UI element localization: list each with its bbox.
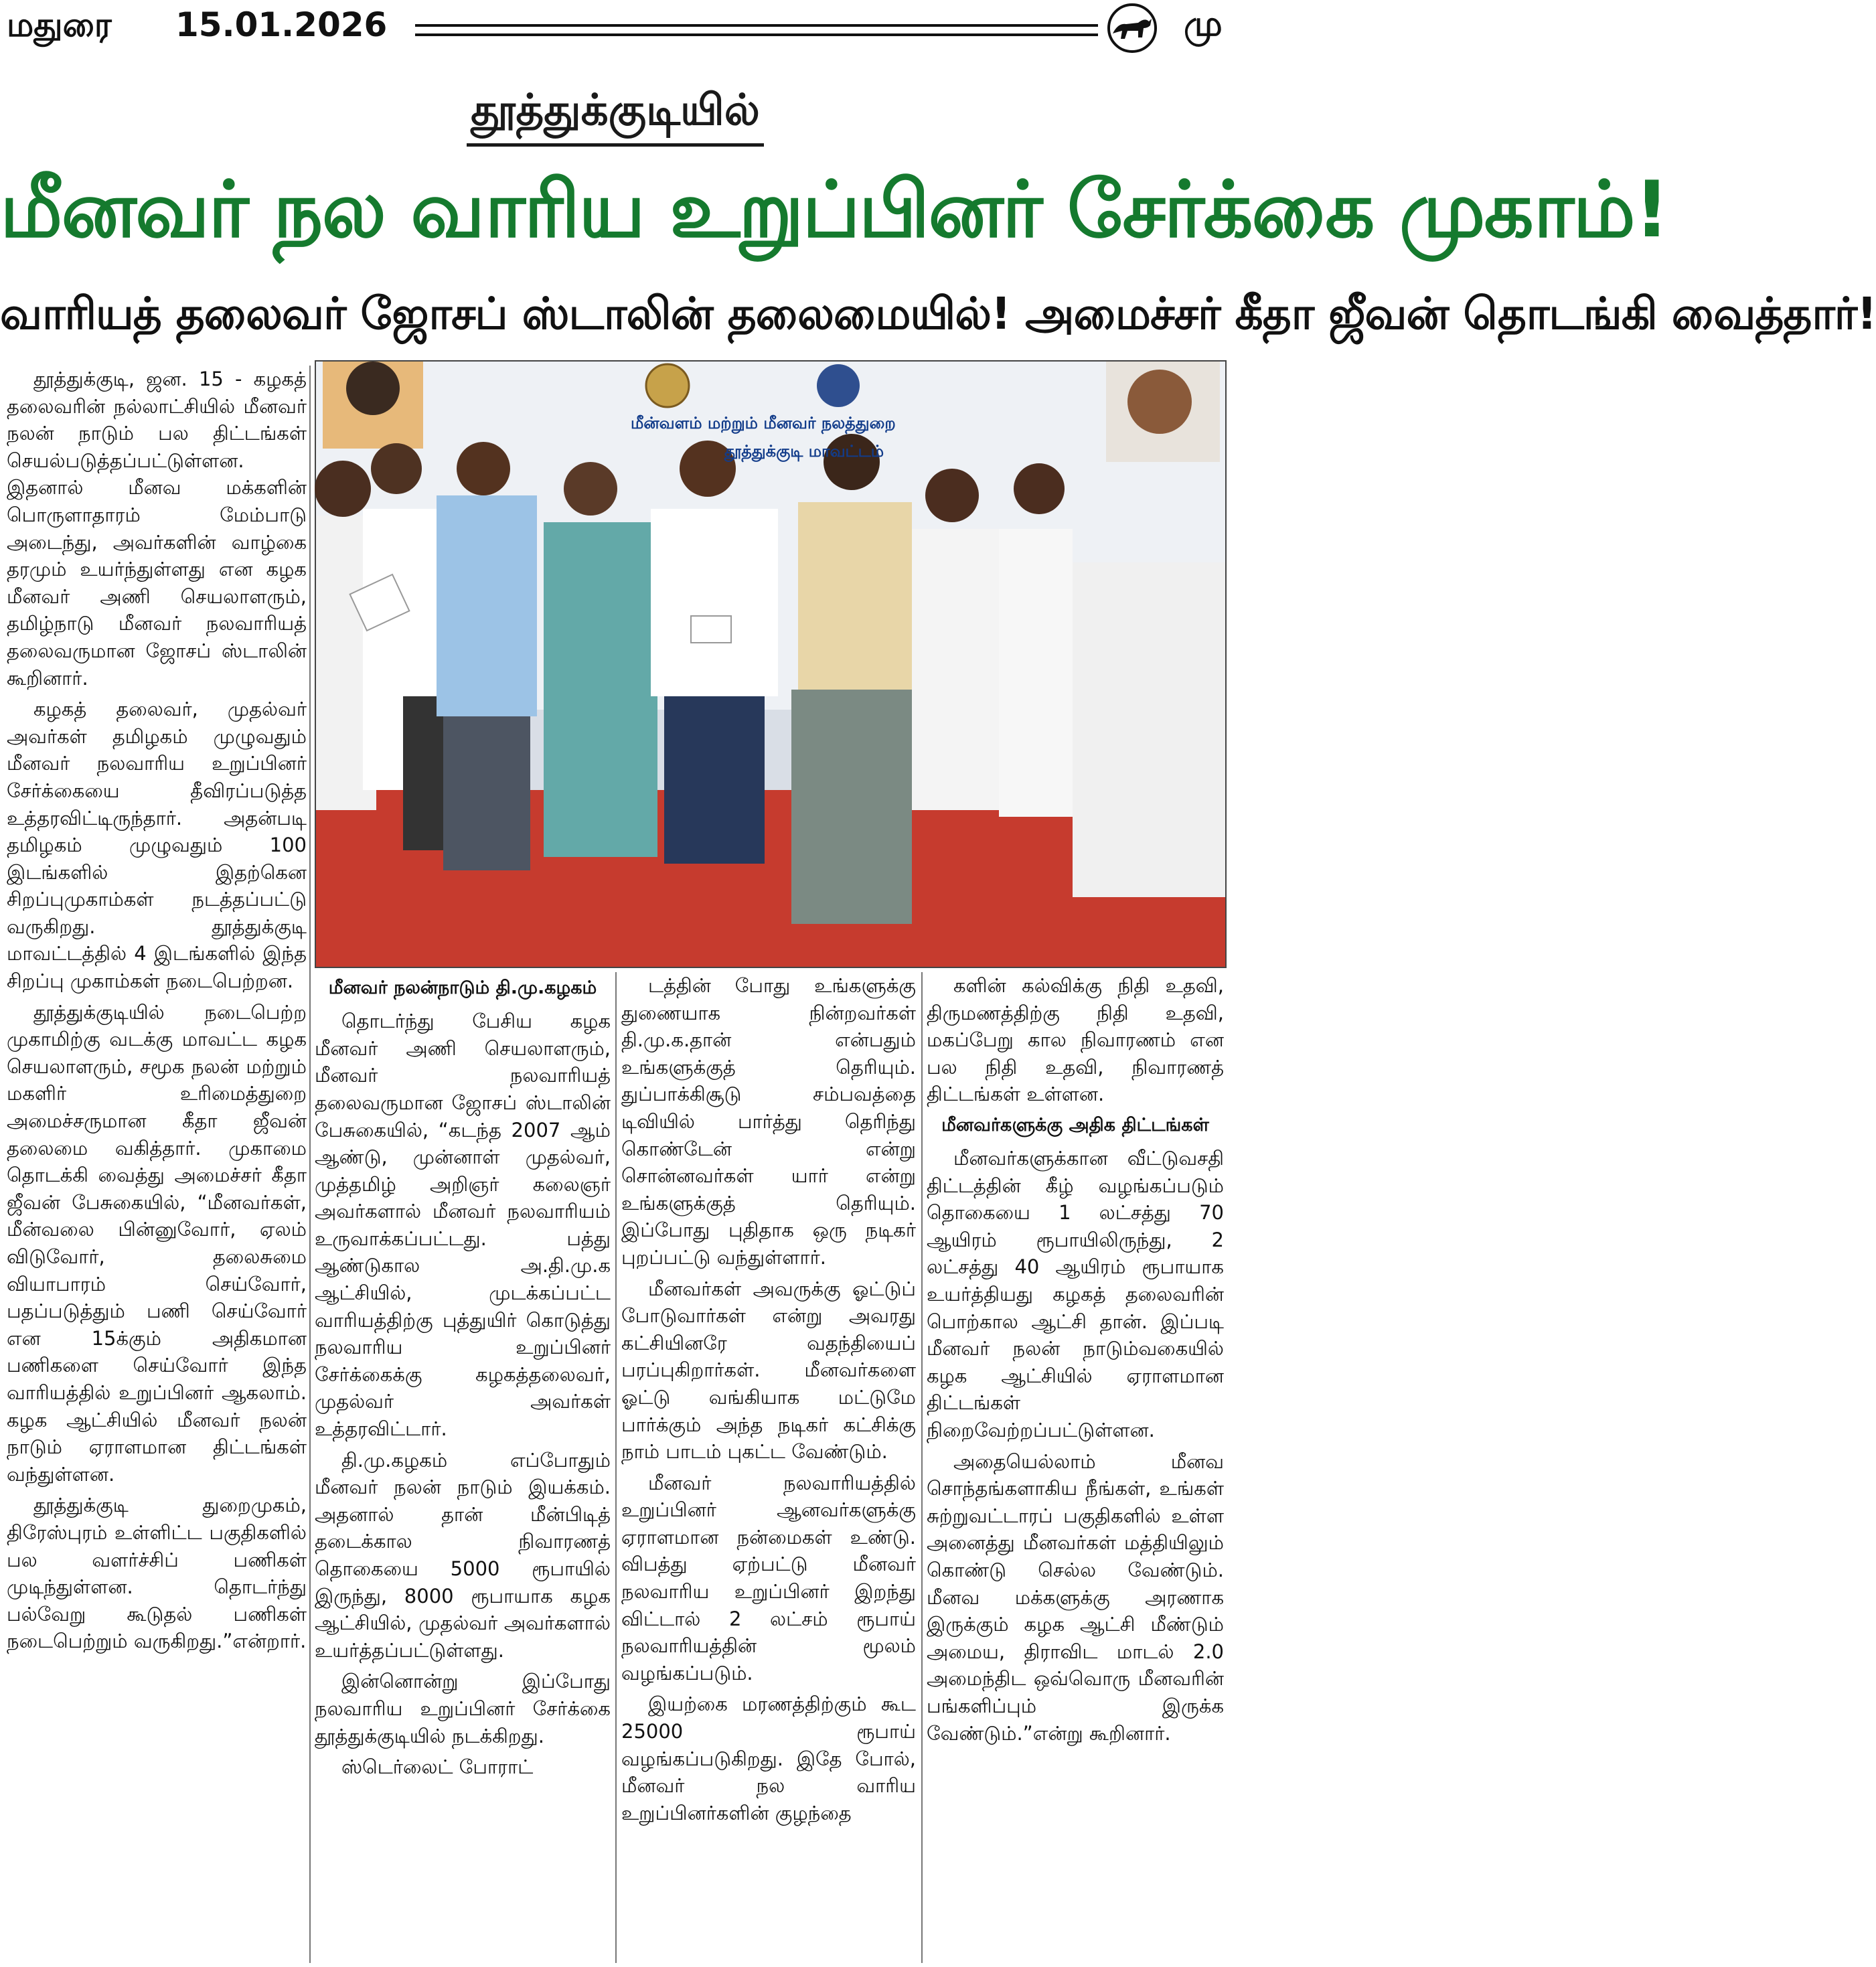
paragraph: தூத்துக்குடி துறைமுகம், திரேஸ்புரம் உள்ளிட்ட பகுதிகளில் பல வளர்ச்சிப் பணிகள் முடிந்துள்ளன. தொடர்ந்து பல்வேறு கூடுதல் பணிகள் நடைபெற்றும் வருகிறது.”என்றார். <box>7 1494 307 1653</box>
paragraph: ஸ்டெர்லைட் போராட் <box>341 1755 534 1779</box>
section-subtitle: மீனவர் நலன்நாடும் தி.மு.கழகம் <box>328 977 597 998</box>
article-column-4 <box>927 972 1224 1964</box>
subheadline: வாரியத் தலைவர் ஜோசப் ஸ்டாலின் தலைமையில்! அமைச்சர் கீதா ஜீவன் தொடங்கி வைத்தார்! <box>0 288 1876 339</box>
paragraph: மீனவர்களுக்கான வீட்டுவசதி திட்டத்தின் கீழ் வழங்கப்படும் தொகையை 1 லட்சத்து 70 ஆயிரம் ரூபாயிலிருந்து, 2 லட்சத்து 40 ஆயிரம் ரூபாயாக உயர்த்தியது கழகத் தலைவரின் பொற்கால ஆட்சி தான். இப்படி மீனவர் நலன் நாடும்வகையில் கழக ஆட்சியில் ஏராளமான திட்டங்கள் நிறைவேற்றப்பட்டுள்ளன. <box>927 1147 1224 1442</box>
section-subtitle: மீனவர்களுக்கு அதிக திட்டங்கள் <box>941 1114 1209 1135</box>
article-column-1 <box>7 366 307 1964</box>
paragraph: மீனவர்கள் அவருக்கு ஓட்டுப் போடுவார்கள் என்று அவரது கட்சியினரே வதந்தியைப் பரப்புகிறார்கள். மீனவர்களை ஓட்டு வங்கியாக மட்டுமே பார்க்கும் அந்த நடிகர் கட்சிக்கு நாம் பாடம் புகட்ட வேண்டும். <box>621 1277 916 1464</box>
headline: மீனவர் நல வாரிய உறுப்பினர் சேர்க்கை முகாம்! <box>0 165 1668 255</box>
photo-banner-text: தூத்துக்குடி மாவட்டம் <box>724 442 884 461</box>
column-divider <box>309 366 311 1963</box>
masthead-rule <box>415 24 1098 27</box>
paragraph: தூத்துக்குடியில் நடைபெற்ற முகாமிற்கு வடக்கு மாவட்ட கழக செயலாளரும், சமூக நலன் மற்றும் மகளிர் உரிமைத்துறை அமைச்சருமான கீதா ஜீவன் தலைமை வகித்தார். முகாமை தொடக்கி வைத்து அமைச்சர் கீதா ஜீவன் பேசுகையில், “மீனவர்கள், மீன்வலை பின்னுவோர், ஏலம் விடுவோர், தலைசுமை வியாபாரம் செய்வோர், பதப்படுத்தும் பணி செய்வோர் என 15க்கும் அதிகமான பணிகளை செய்வோர் இந்த வாரியத்தில் உறுப்பினர் ஆகலாம். கழக ஆட்சியில் மீனவர் நலன் நாடும் ஏராளமான திட்டங்கள் வந்துள்ளன. <box>7 1000 307 1486</box>
paragraph: தூத்துக்குடி, ஜன. 15 - கழகத் தலைவரின் நல்லாட்சியில் மீனவர் நலன் நாடும் பல திட்டங்கள் செயல்படுத்தப்பட்டுள்ளன. இதனால் மீனவ மக்களின் பொருளாதாரம் மேம்பாடு அடைந்து, அவர்களின் வாழ்கை தரமும் உயர்ந்துள்ளது என கழக மீனவர் அணி செயலாளரும், தமிழ்நாடு மீனவர் நலவாரியத் தலைவருமான ஜோசப் ஸ்டாலின் கூறினார். <box>7 368 307 690</box>
masthead-title-fragment: மு <box>1184 4 1223 44</box>
edition-date: 15.01.2026 <box>175 5 388 44</box>
masthead <box>0 0 1231 56</box>
paragraph: களின் கல்விக்கு நிதி உதவி, திருமணத்திற்கு நிதி உதவி, மகப்பேறு கால நிவாரணம் என பல நிதி உதவி, நிவாரணத் திட்டங்கள் உள்ளன. <box>927 974 1224 1106</box>
column-divider <box>615 972 617 1963</box>
column-divider <box>921 972 923 1963</box>
article-column-3 <box>621 972 916 1964</box>
edition-city: மதுரை <box>7 5 112 44</box>
masthead-rule <box>415 33 1098 36</box>
paragraph: டத்தின் போது உங்களுக்கு துணையாக நின்றவர்கள் தி.மு.க.தான் என்பதும் உங்களுக்குத் தெரியும். துப்பாக்கிசூடு சம்பவத்தை டிவியில் பார்த்து தெரிந்து கொண்டேன் என்று சொன்னவர்கள் யார் என்று உங்களுக்குத் தெரியும். இப்போது புதிதாக ஒரு நடிகர் புறப்பட்டு வந்துள்ளார். <box>621 974 916 1269</box>
paragraph: இன்னொன்று இப்போது நலவாரிய உறுப்பினர் சேர்க்கை தூத்துக்குடியில் நடக்கிறது. <box>315 1670 611 1747</box>
paragraph: கழகத் தலைவர், முதல்வர் அவர்கள் தமிழகம் முழுவதும் மீனவர் நலவாரிய உறுப்பினர் சேர்க்கையை தீவிரப்படுத்த உத்தரவிட்டிருந்தார். அதன்படி தமிழகம் முழுவதும் 100 இடங்களில் இதற்கென சிறப்புமுகாம்கள் நடத்தப்பட்டு வருகிறது. தூத்துக்குடி மாவட்டத்தில் 4 இடங்களில் இந்த சிறப்பு முகாம்கள் நடைபெற்றன. <box>7 698 307 993</box>
article-column-2 <box>315 972 611 1964</box>
kicker-wrapper <box>0 86 1231 147</box>
event-photo <box>315 360 1227 968</box>
paragraph: இயற்கை மரணத்திற்கும் கூட 25000 ரூபாய் வழங்கப்படுகிறது. இதே போல், மீனவர் நல வாரிய உறுப்பினர்களின் குழந்தை <box>621 1693 916 1824</box>
paragraph: அதையெல்லாம் மீனவ சொந்தங்களாகிய நீங்கள், உங்கள் சுற்றுவட்டாரப் பகுதிகளில் உள்ள அனைத்து மீனவர்கள் மத்தியிலும் கொண்டு செல்ல வேண்டும். மீனவ மக்களுக்கு அரணாக இருக்கும் கழக ஆட்சி மீண்டும் அமைய, திராவிட மாடல் 2.0 அமைந்திட ஒவ்வொரு மீனவரின் பங்களிப்பும் இருக்க வேண்டும்.”என்று கூறினார். <box>927 1449 1224 1745</box>
paragraph: தொடர்ந்து பேசிய கழக மீனவர் அணி செயலாளரும், மீனவர் நலவாரியத் தலைவருமான ஜோசப் ஸ்டாலின் பேசுகையில், “கடந்த 2007 ஆம் ஆண்டு, முன்னாள் முதல்வர், முத்தமிழ் அறிஞர் கலைஞர் அவர்களால் மீனவர் நலவாரியம் உருவாக்கப்பட்டது. பத்து ஆண்டுகால அ.தி.மு.க ஆட்சியில், முடக்கப்பட்ட வாரியத்திற்கு புத்துயிர் கொடுத்து நலவாரிய உறுப்பினர் சேர்க்கைக்கு கழகத்தலைவர், முதல்வர் அவர்கள் உத்தரவிட்டார். <box>315 1010 611 1441</box>
paragraph: மீனவர் நலவாரியத்தில் உறுப்பினர் ஆனவர்களுக்கு ஏராளமான நன்மைகள் உண்டு. விபத்து ஏற்பட்டு மீனவர் நலவாரிய உறுப்பினர் இறந்து விட்டால் 2 லட்சம் ரூபாய் நலவாரியத்தின் மூலம் வழங்கப்படும். <box>621 1471 916 1684</box>
kicker: தூத்துக்குடியில் <box>467 86 764 147</box>
photo-banner-text: மீன்வளம் மற்றும் மீனவர் நலத்துறை <box>631 414 896 432</box>
paragraph: தி.மு.கழகம் எப்போதும் மீனவர் நலன் நாடும் இயக்கம். அதனால் தான் மீன்பிடித் தடைக்கால நிவாரணத் தொகையை 5000 ரூபாயில் இருந்து, 8000 ரூபாயாக கழக ஆட்சியில், முதல்வர் அவர்களால் உயர்த்தப்பட்டுள்ளது. <box>315 1448 611 1662</box>
rising-sun-bull-icon <box>1105 3 1160 54</box>
